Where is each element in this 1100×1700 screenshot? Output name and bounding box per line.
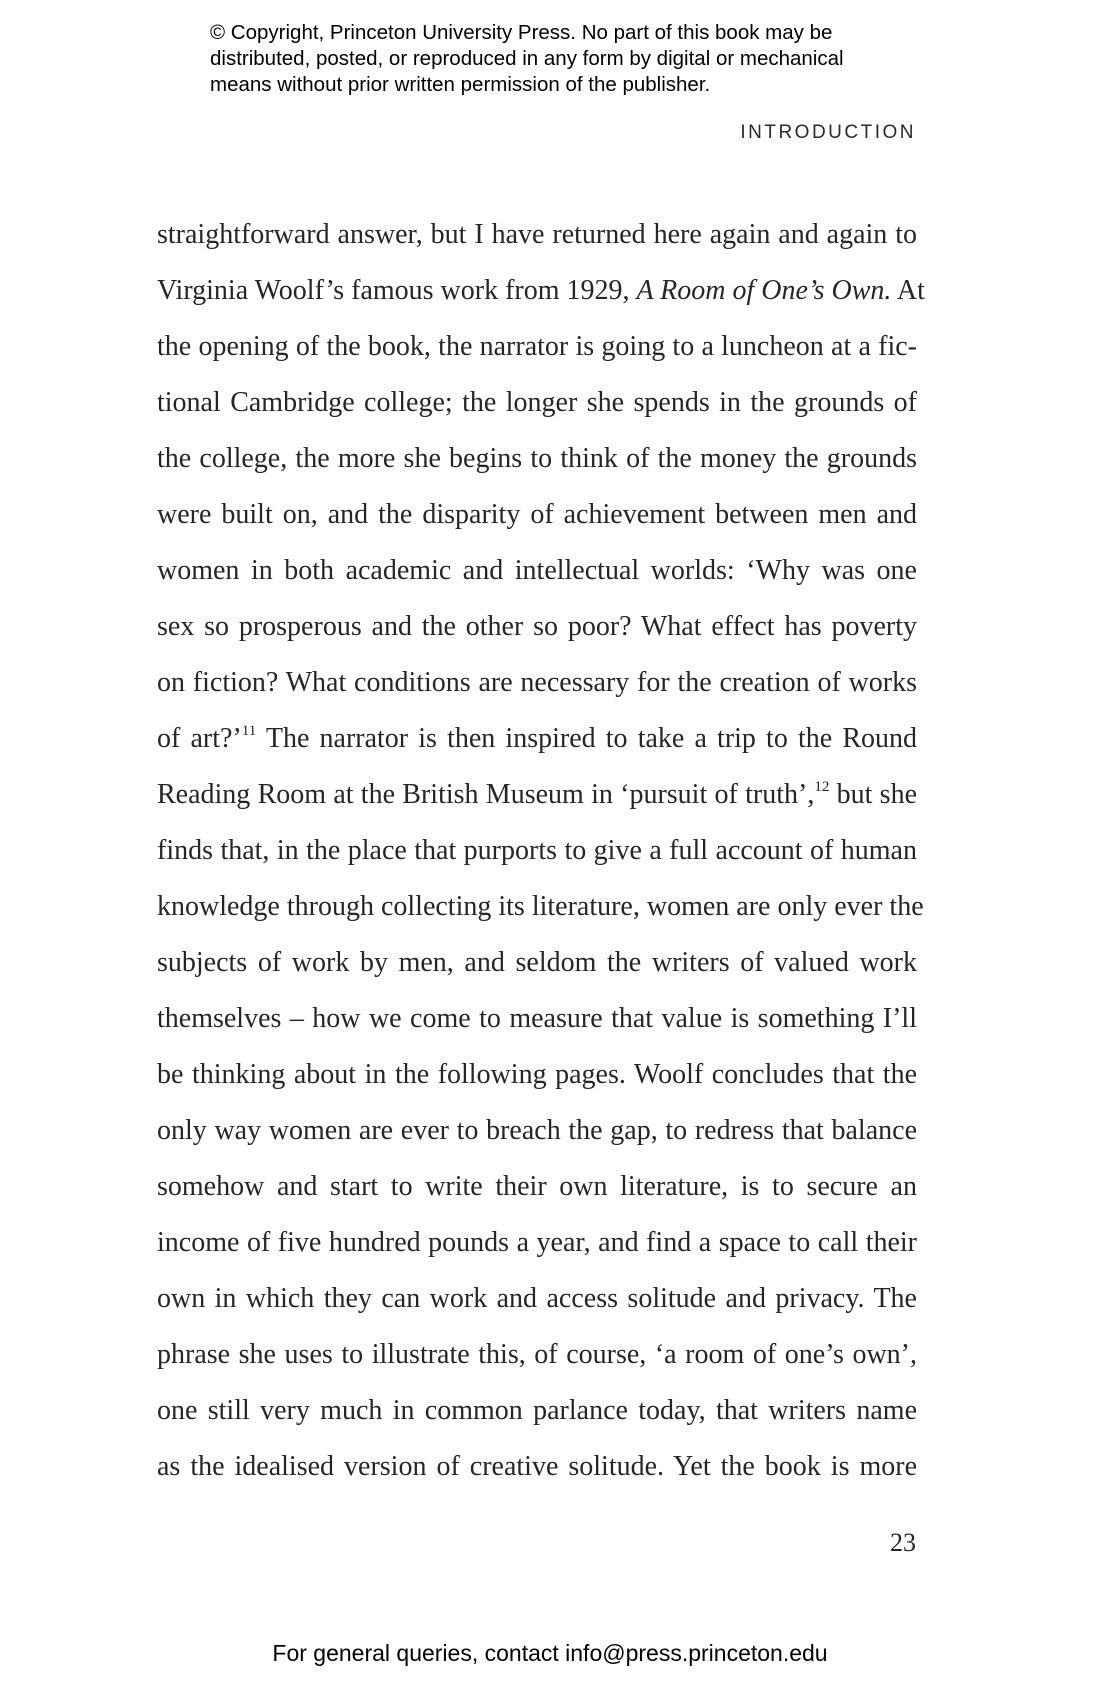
copyright-line: © Copyright, Princeton University Press. No part of this book may be	[210, 21, 833, 44]
text-line: Virginia Woolf’s famous work from 1929, A Room of One’s Own. At	[157, 275, 925, 306]
footer-contact: For general queries, contact info@press.princeton.edu	[272, 1640, 828, 1666]
text-line: income of five hundred pounds a year, and find a space to call their	[157, 1227, 917, 1258]
running-head: INTRODUCTION	[740, 122, 916, 143]
body-text	[157, 207, 925, 1495]
text-line: tional Cambridge college; the longer she spends in the grounds of	[157, 387, 917, 418]
footnote-ref: 12	[814, 779, 830, 795]
text-line: the opening of the book, the narrator is going to a luncheon at a fic-	[157, 331, 917, 362]
text-line: women in both academic and intellectual worlds: ‘Why was one	[157, 555, 917, 586]
text-line: themselves – how we come to measure that value is something I’ll	[157, 1003, 917, 1034]
text-line: were built on, and the disparity of achievement between men and	[157, 499, 917, 530]
page-number: 23	[890, 1528, 916, 1557]
book-title: A Room of One’s Own.	[636, 275, 892, 306]
text-line: of art?’$^{11}$ The narrator is then inspired to take a trip to the Round	[157, 723, 917, 754]
text-line: own in which they can work and access solitude and privacy. The	[157, 1283, 917, 1314]
copyright-notice	[210, 20, 930, 98]
copyright-line: means without prior written permission of the publisher.	[210, 73, 711, 96]
text-line: as the idealised version of creative solitude. Yet the book is more	[157, 1451, 917, 1482]
text-line: knowledge through collecting its literature, women are only ever the	[157, 891, 924, 922]
copyright-line: distributed, posted, or reproduced in any form by digital or mechanical	[210, 47, 844, 70]
text-line: finds that, in the place that purports to give a full account of human	[157, 835, 917, 866]
text-line: on fiction? What conditions are necessary for the creation of works	[157, 667, 917, 698]
text-line: Reading Room at the British Museum in ‘pursuit of truth’,$^{12}$ but she	[157, 779, 918, 810]
text-line: the college, the more she begins to think of the money the grounds	[157, 443, 917, 474]
footnote-ref: 11	[241, 723, 257, 739]
text-line: sex so prosperous and the other so poor? What effect has poverty	[157, 611, 917, 642]
text-line: subjects of work by men, and seldom the writers of valued work	[157, 947, 917, 978]
text-line: straightforward answer, but I have returned here again and again to	[157, 219, 917, 250]
text-line: somehow and start to write their own literature, is to secure an	[157, 1171, 917, 1202]
text-line: one still very much in common parlance today, that writers name	[157, 1395, 917, 1426]
text-line: phrase she uses to illustrate this, of course, ‘a room of one’s own’,	[157, 1339, 917, 1370]
text-line: be thinking about in the following pages. Woolf concludes that the	[157, 1059, 917, 1090]
text-line: only way women are ever to breach the gap, to redress that balance	[157, 1115, 917, 1146]
